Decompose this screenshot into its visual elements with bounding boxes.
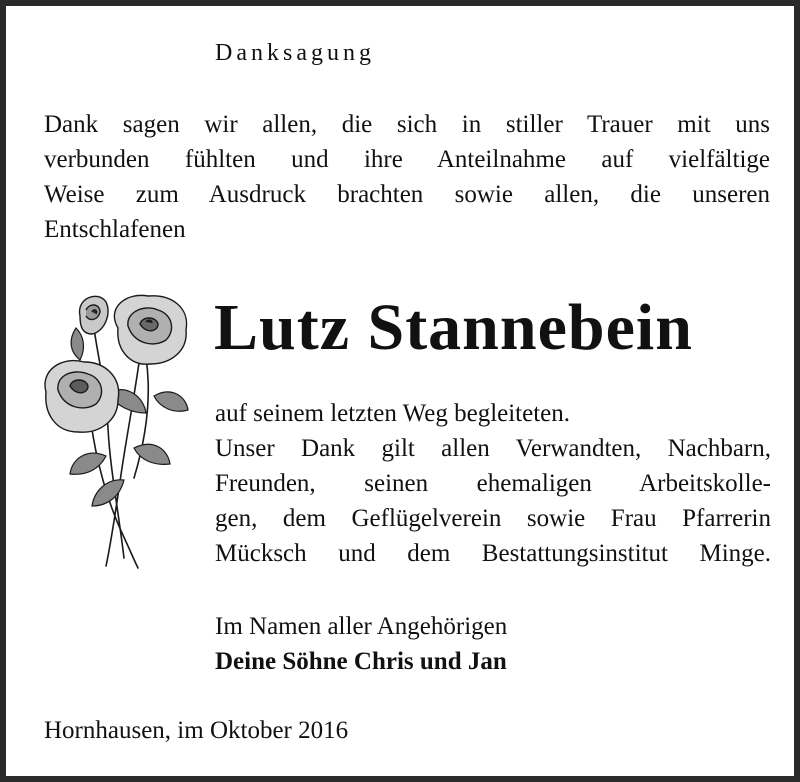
roses-icon bbox=[36, 288, 201, 578]
intro-line: Dank sagen wir allen, die sich in stiller Trauer mit uns bbox=[44, 111, 770, 138]
body-line: Mücksch und dem Bestattungsinstitut Minge. bbox=[215, 540, 771, 567]
body-line: auf seinem letzten Weg begleiteten. bbox=[215, 400, 571, 427]
body-line: Freunden, seinen ehemaligen Arbeitskolle- bbox=[215, 470, 771, 497]
body-paragraph bbox=[215, 396, 771, 571]
place-date: Hornhausen, im Oktober 2016 bbox=[44, 717, 349, 744]
intro-paragraph bbox=[44, 107, 770, 247]
body-line: Unser Dank gilt allen Verwandten, Nachbarn, bbox=[215, 435, 771, 462]
closing-line: Im Namen aller Angehörigen bbox=[215, 613, 508, 640]
closing-block bbox=[215, 609, 507, 679]
intro-line: Entschlafenen bbox=[44, 216, 186, 243]
intro-line: Weise zum Ausdruck brachten sowie allen, die unseren bbox=[44, 181, 770, 208]
body-line: gen, dem Geflügelverein sowie Frau Pfarrerin bbox=[215, 505, 771, 532]
notice-heading: Danksagung bbox=[215, 40, 375, 66]
intro-line: verbunden fühlten und ihre Anteilnahme auf vielfältige bbox=[44, 146, 770, 173]
deceased-name: Lutz Stannebein bbox=[214, 291, 693, 364]
signers: Deine Söhne Chris und Jan bbox=[215, 648, 507, 675]
